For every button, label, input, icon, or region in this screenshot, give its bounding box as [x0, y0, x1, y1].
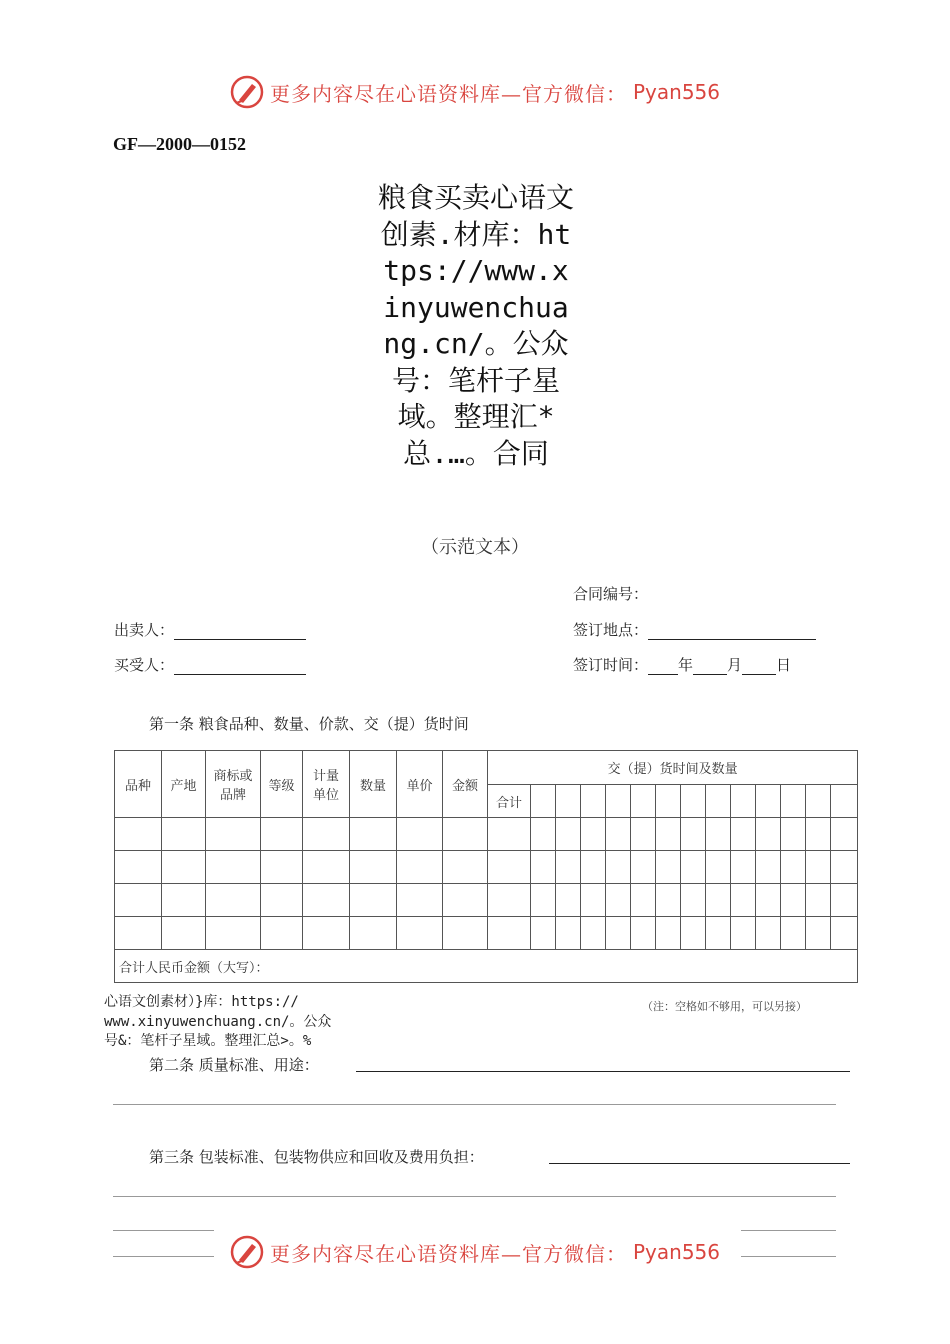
- time-field: 签订时间： 年 月 日: [573, 656, 792, 674]
- table-row: [115, 917, 858, 950]
- col-header: 商标或品牌: [206, 751, 261, 818]
- pen-logo-icon: [230, 75, 264, 109]
- seller-blank[interactable]: [174, 623, 306, 640]
- buyer-field: 买受人：: [114, 654, 306, 675]
- total-amount-label: 合计人民币金额（大写）：: [115, 950, 858, 983]
- col-header: 品种: [115, 751, 162, 818]
- blank-line[interactable]: [741, 1256, 836, 1257]
- delivery-header: 交（提）货时间及数量: [488, 751, 858, 785]
- place-field: 签订地点：: [573, 619, 816, 640]
- col-header: 数量: [350, 751, 397, 818]
- article3-blank-line[interactable]: [113, 1196, 836, 1197]
- document-code: GF—2000—0152: [113, 134, 246, 154]
- goods-table: [114, 750, 858, 983]
- watermark-banner-bottom: [230, 1235, 720, 1269]
- col-header: 金额: [443, 751, 488, 818]
- col-header: 产地: [162, 751, 206, 818]
- blank-line[interactable]: [113, 1230, 214, 1231]
- seller-field: 出卖人：: [114, 619, 306, 640]
- banner-text: 更多内容尽在心语资料库—官方微信：: [270, 81, 627, 106]
- subtotal-header: 合计: [488, 785, 531, 818]
- banner-text: 更多内容尽在心语资料库—官方微信：: [270, 1241, 627, 1266]
- article1-title: 第一条 粮食品种、数量、价款、交（提）货时间: [149, 715, 469, 733]
- article2-blank-line[interactable]: [113, 1104, 836, 1105]
- table-row: [115, 818, 858, 851]
- table-row: [115, 884, 858, 917]
- document-title: 粮食买卖心语文创素.材库：https://www.xinyuwenchuang.cn/。公众号：笔杆子星域。整理汇*总.…。合同: [378, 181, 575, 470]
- year-blank[interactable]: [648, 658, 678, 675]
- contract-no-field: 合同编号：: [573, 585, 649, 603]
- place-blank[interactable]: [648, 623, 816, 640]
- blank-line[interactable]: [741, 1230, 836, 1231]
- table-note: （注：空格如不够用，可以另接）: [642, 1000, 807, 1013]
- banner-wechat: Pyan556: [633, 1240, 721, 1264]
- article2-title: 第二条 质量标准、用途：: [149, 1056, 319, 1074]
- col-header: 计量单位: [303, 751, 350, 818]
- col-header: 等级: [261, 751, 303, 818]
- article3-blank[interactable]: [549, 1163, 850, 1164]
- inline-watermark-text: 心语文创素材）}库：https:// www.xinyuwenchuang.cn/。公众 号&：笔杆子星域。整理汇总>。%: [104, 994, 332, 1049]
- table-total-row: [115, 950, 858, 983]
- month-blank[interactable]: [693, 658, 727, 675]
- table-header-row: [115, 751, 858, 785]
- watermark-banner-top: [230, 75, 720, 109]
- col-header: 单价: [397, 751, 443, 818]
- article2-blank[interactable]: [356, 1071, 850, 1072]
- article3-title: 第三条 包装标准、包装物供应和回收及费用负担：: [149, 1148, 484, 1166]
- blank-line[interactable]: [113, 1256, 214, 1257]
- document-subtitle: （示范文本）: [421, 537, 529, 558]
- buyer-blank[interactable]: [174, 658, 306, 675]
- day-blank[interactable]: [742, 658, 776, 675]
- pen-logo-icon: [230, 1235, 264, 1269]
- banner-wechat: Pyan556: [633, 80, 721, 104]
- table-row: [115, 851, 858, 884]
